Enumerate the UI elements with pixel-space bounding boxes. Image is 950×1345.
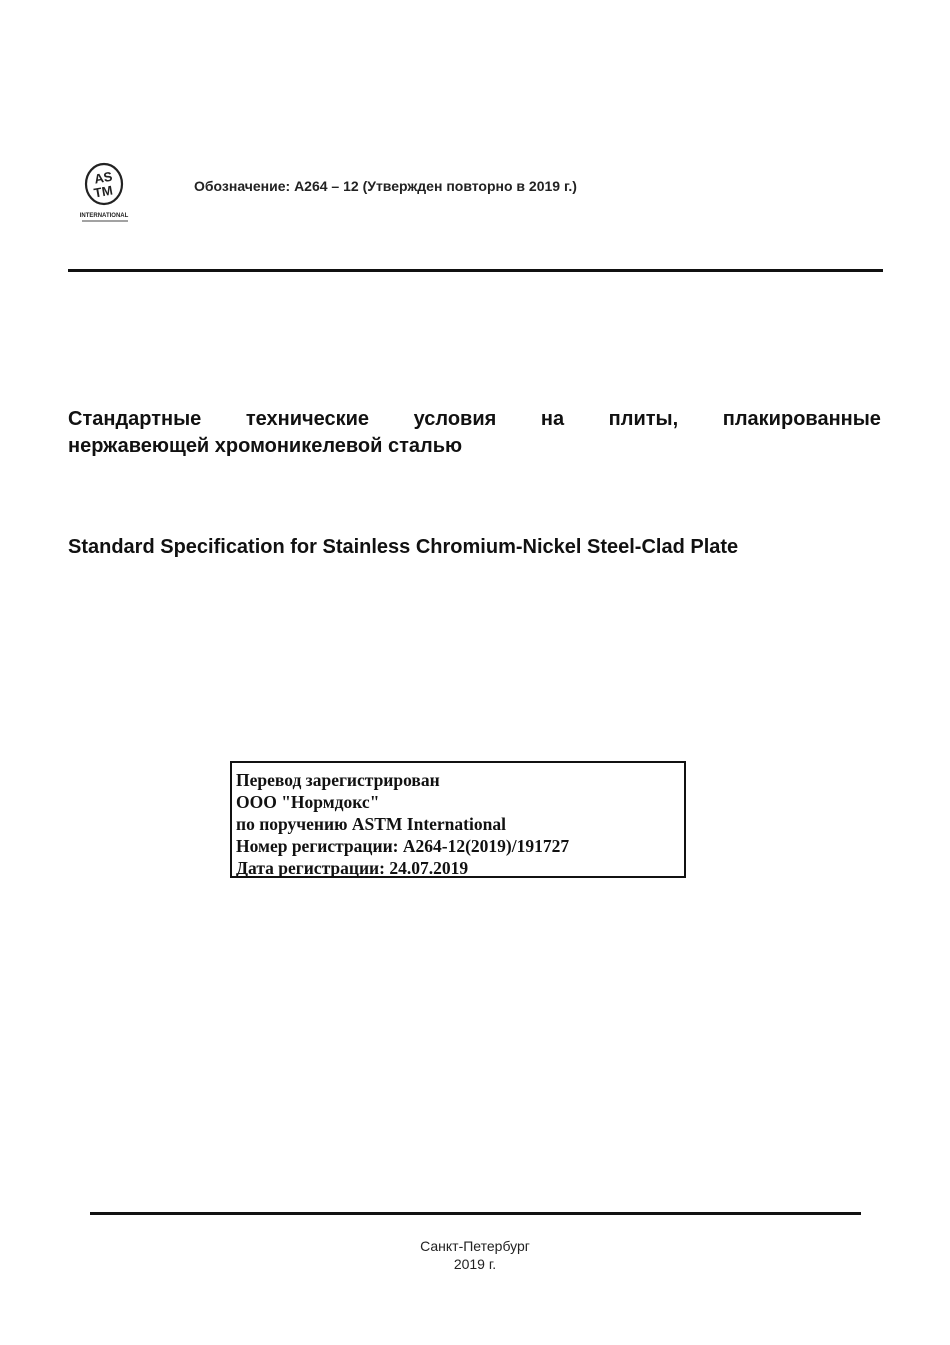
title-word: плиты, xyxy=(608,408,679,430)
footer xyxy=(0,1237,950,1273)
title-russian-line2: нержавеющей хромоникелевой сталью xyxy=(68,435,463,457)
title-word: условия xyxy=(413,408,497,430)
document-designation: Обозначение: A264 – 12 (Утвержден повторно в 2019 г.) xyxy=(194,178,577,194)
top-divider xyxy=(68,269,883,272)
registration-line: ООО "Нормдокс" xyxy=(236,792,380,812)
footer-year: 2019 г. xyxy=(453,1256,497,1272)
title-word: Стандартные xyxy=(68,408,202,430)
svg-text:AS: AS xyxy=(93,168,114,187)
registration-number: Номер регистрации: A264-12(2019)/191727 xyxy=(236,836,570,856)
bottom-divider xyxy=(90,1212,861,1215)
registration-date: Дата регистрации: 24.07.2019 xyxy=(236,858,469,878)
registration-line: Перевод зарегистрирован xyxy=(236,770,440,790)
title-word: на xyxy=(540,408,565,430)
svg-text:TM: TM xyxy=(92,182,114,201)
title-english: Standard Specification for Stainless Chromium-Nickel Steel-Clad Plate xyxy=(68,536,739,558)
title-word: плакированные xyxy=(722,408,881,430)
title-russian xyxy=(68,406,881,460)
title-russian-line1 xyxy=(68,406,881,433)
registration-stamp xyxy=(230,761,686,878)
astm-logo-icon xyxy=(78,160,132,224)
registration-line: по поручению ASTM International xyxy=(236,814,506,834)
footer-city: Санкт-Петербург xyxy=(420,1238,530,1254)
title-word: технические xyxy=(245,408,370,430)
logo-text: INTERNATIONAL xyxy=(79,213,129,219)
